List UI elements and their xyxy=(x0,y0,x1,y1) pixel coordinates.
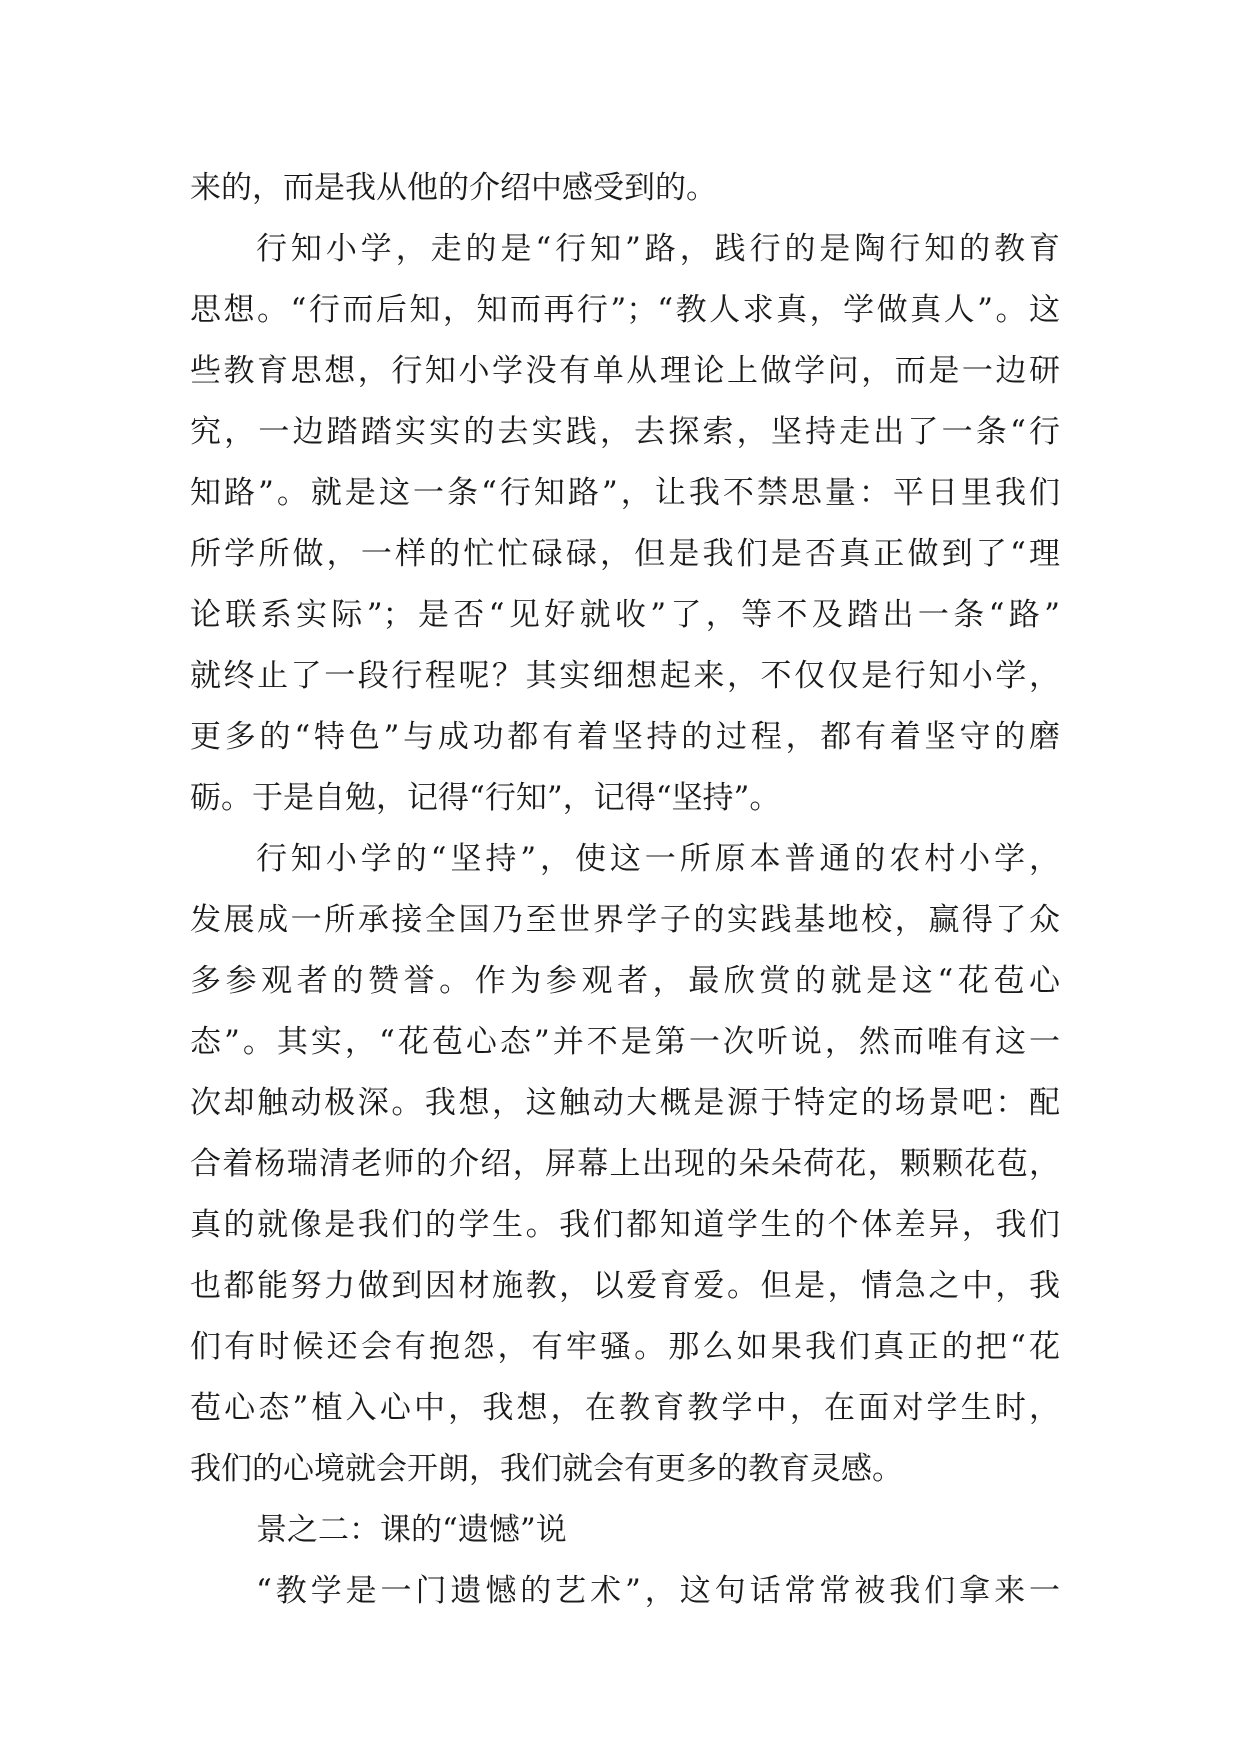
text-line: 也都能努力做到因材施教，以爱育爱。但是，情急之中，我 xyxy=(190,1268,1060,1304)
text-line: 态”。其实，“花苞心态”并不是第一次听说，然而唯有这一 xyxy=(190,1024,1060,1060)
text-line: 我们的心境就会开朗，我们就会有更多的教育灵感。 xyxy=(190,1451,903,1487)
text-line: 就终止了一段行程呢？其实细想起来，不仅仅是行知小学， xyxy=(190,658,1060,694)
text-line: “教学是一门遗憾的艺术”，这句话常常被我们拿来一 xyxy=(256,1573,1060,1609)
text-line: 合着杨瑞清老师的介绍，屏幕上出现的朵朵荷花，颗颗花苞， xyxy=(190,1146,1060,1182)
text-line: 发展成一所承接全国乃至世界学子的实践基地校，赢得了众 xyxy=(190,902,1060,938)
text-line: 思想。“行而后知，知而再行”；“教人求真，学做真人”。这 xyxy=(190,292,1060,328)
text-line: 些教育思想，行知小学没有单从理论上做学问，而是一边研 xyxy=(190,353,1060,389)
text-line: 更多的“特色”与成功都有着坚持的过程，都有着坚守的磨 xyxy=(190,719,1060,755)
text-line: 所学所做，一样的忙忙碌碌，但是我们是否真正做到了“理 xyxy=(190,536,1060,572)
text-line: 论联系实际”；是否“见好就收”了，等不及踏出一条“路” xyxy=(190,597,1060,633)
text-line: 次却触动极深。我想，这触动大概是源于特定的场景吧：配 xyxy=(190,1085,1060,1121)
text-line: 景之二：课的“遗憾”说 xyxy=(256,1512,567,1548)
text-line: 多参观者的赞誉。作为参观者，最欣赏的就是这“花苞心 xyxy=(190,963,1060,999)
text-line: 行知小学，走的是“行知”路，践行的是陶行知的教育 xyxy=(256,231,1060,267)
text-line: 真的就像是我们的学生。我们都知道学生的个体差异，我们 xyxy=(190,1207,1060,1243)
text-line: 究，一边踏踏实实的去实践，去探索，坚持走出了一条“行 xyxy=(190,414,1060,450)
text-line: 知路”。就是这一条“行知路”，让我不禁思量：平日里我们 xyxy=(190,475,1060,511)
text-line: 行知小学的“坚持”，使这一所原本普通的农村小学， xyxy=(256,841,1060,877)
text-line: 苞心态”植入心中，我想，在教育教学中，在面对学生时， xyxy=(190,1390,1060,1426)
text-line: 来的，而是我从他的介绍中感受到的。 xyxy=(190,170,717,206)
text-line: 们有时候还会有抱怨，有牢骚。那么如果我们真正的把“花 xyxy=(190,1329,1060,1365)
text-line: 砺。于是自勉，记得“行知”，记得“坚持”。 xyxy=(190,780,781,816)
document-body xyxy=(190,158,1060,1622)
